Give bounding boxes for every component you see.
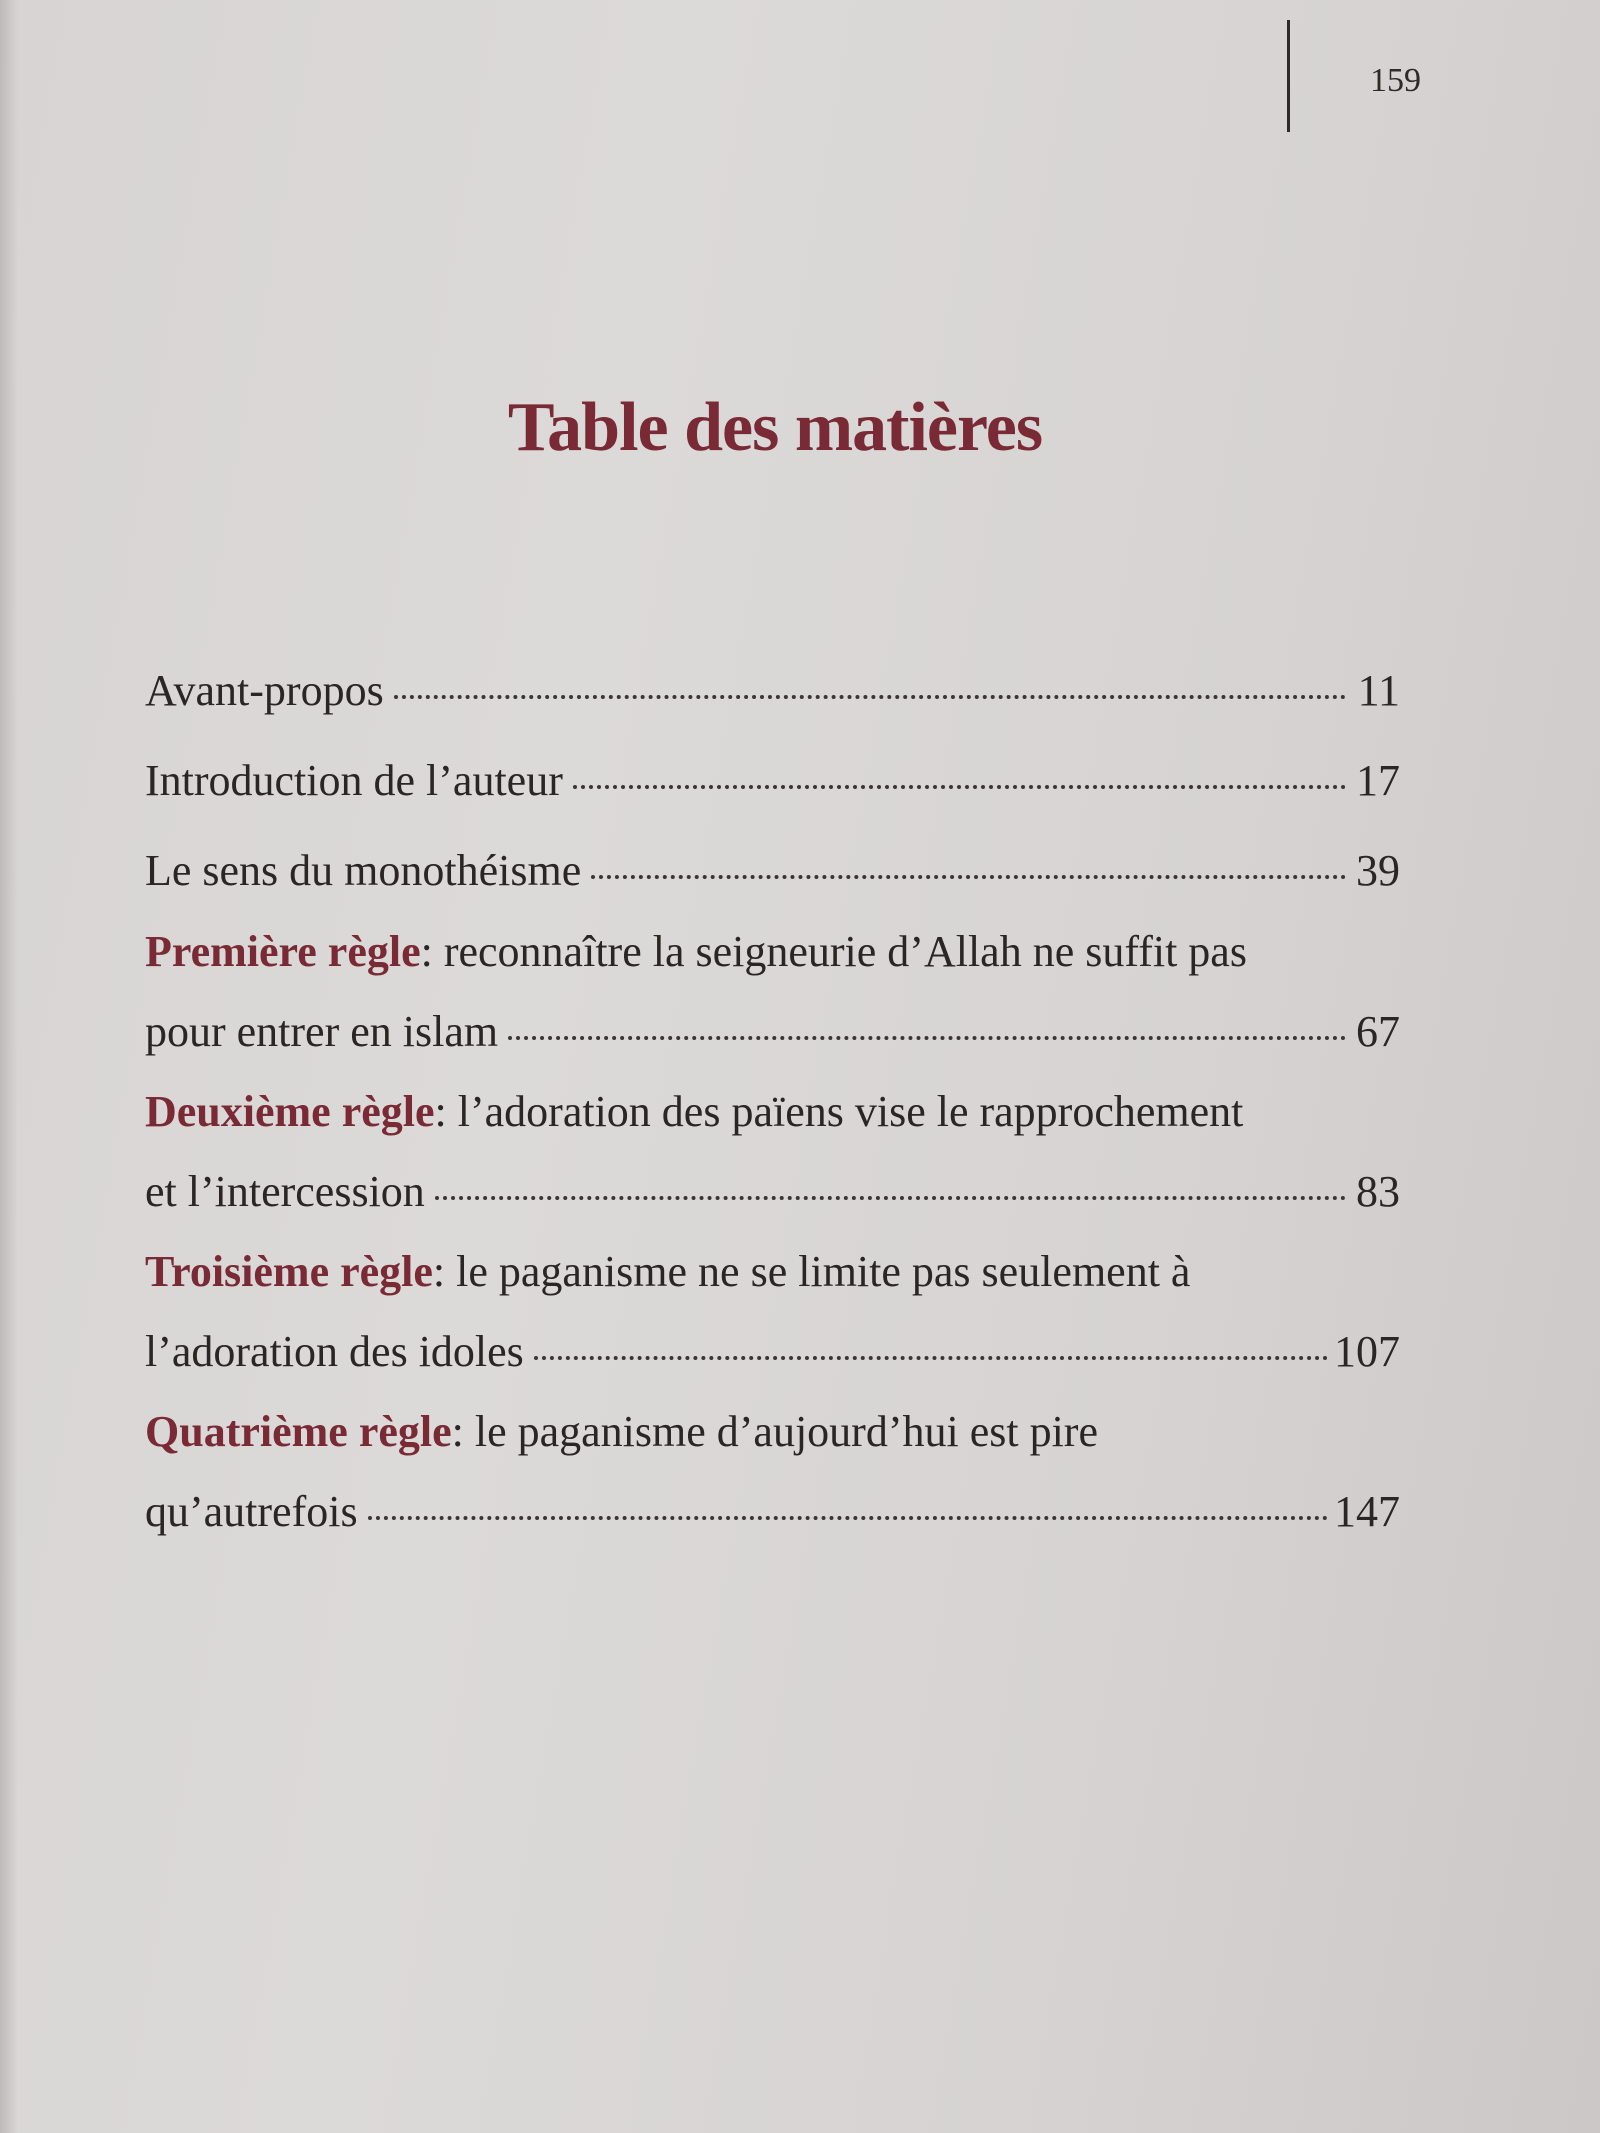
dot-leader: [591, 875, 1346, 879]
dot-leader: [435, 1196, 1346, 1200]
toc-entry-line: [145, 992, 1400, 1072]
toc-entry-text: et l’intercession: [145, 1167, 425, 1216]
toc-entry-troisieme-regle: [145, 1232, 1400, 1392]
toc-entry-line: [145, 830, 1400, 912]
toc-entry-page: 107: [1334, 1327, 1400, 1376]
toc-entry-deuxieme-regle: [145, 1072, 1400, 1232]
toc-entry-line: [145, 650, 1400, 732]
toc-entry-sens-monotheisme: [145, 830, 1400, 912]
toc-entry-text: l’adoration des idoles: [145, 1327, 524, 1376]
toc-entry-text: Introduction de l’auteur: [145, 756, 563, 805]
toc-entry-text: pour entrer en islam: [145, 1007, 499, 1056]
toc-entry-avant-propos: [145, 650, 1400, 732]
page-edge-shadow: [0, 0, 18, 2133]
rule-label: Deuxième règle: [145, 1087, 435, 1136]
toc-entry-introduction: [145, 740, 1400, 822]
dot-leader: [573, 785, 1346, 789]
toc-entry-line: [145, 1312, 1400, 1392]
toc-entry-first-line: [145, 1232, 1400, 1312]
toc-entry-line: [145, 1472, 1400, 1552]
toc-entry-premiere-regle: [145, 912, 1400, 1072]
toc-entry-page: 17: [1356, 756, 1400, 805]
rule-description: : reconnaître la seigneurie d’Allah ne suffit pas: [420, 927, 1247, 976]
toc-entry-text: Le sens du monothéisme: [145, 846, 582, 895]
toc-entry-first-line: [145, 912, 1400, 992]
toc-entry-first-line: [145, 1072, 1400, 1152]
rule-label: Quatrième règle: [145, 1407, 452, 1456]
rule-label: Première règle: [145, 927, 421, 976]
toc-entry-page: 67: [1356, 1007, 1400, 1056]
dot-leader: [394, 695, 1346, 699]
dot-leader: [508, 1036, 1346, 1040]
toc-entry-page: 39: [1356, 846, 1400, 895]
toc-entry-line: [145, 1152, 1400, 1232]
toc-entry-page: 83: [1356, 1167, 1400, 1216]
toc-entry-quatrieme-regle: [145, 1392, 1400, 1552]
toc-entry-page: 147: [1334, 1487, 1400, 1536]
rule-label: Troisième règle: [145, 1247, 433, 1296]
header-rule: [1287, 20, 1290, 132]
dot-leader: [534, 1356, 1328, 1360]
page-number: 159: [1370, 62, 1421, 99]
toc-list: [145, 650, 1400, 1552]
rule-description: : l’adoration des païens vise le rapprochement: [434, 1087, 1244, 1136]
toc-title: Table des matières: [507, 389, 1043, 466]
rule-description: : le paganisme ne se limite pas seulement à: [432, 1247, 1191, 1296]
rule-description: : le paganisme d’aujourd’hui est pire: [451, 1407, 1098, 1456]
toc-entry-line: [145, 740, 1400, 822]
toc-entry-text: Avant-propos: [145, 666, 384, 715]
toc-entry-page: 11: [1357, 666, 1400, 715]
dot-leader: [368, 1516, 1328, 1520]
toc-entry-first-line: [145, 1392, 1400, 1472]
toc-entry-text: qu’autrefois: [145, 1487, 358, 1536]
